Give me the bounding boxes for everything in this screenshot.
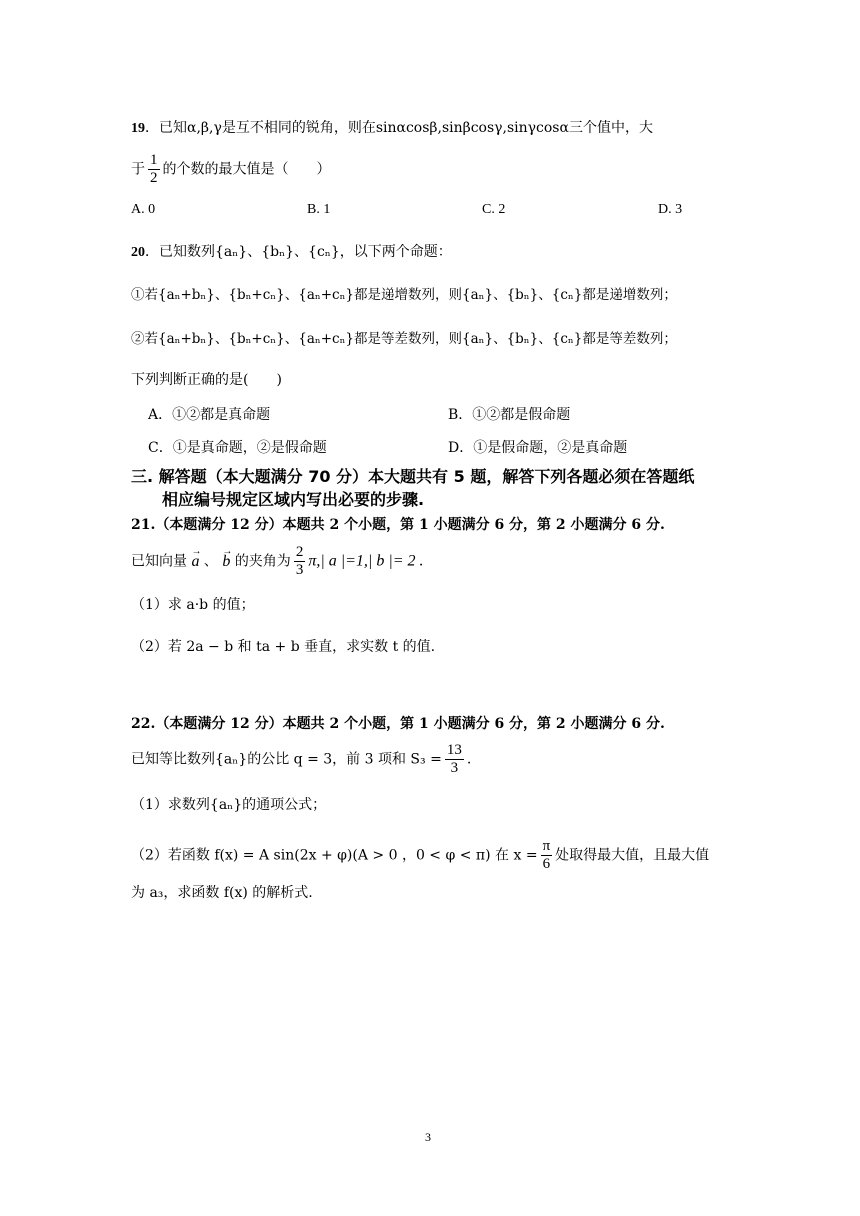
q19-option-d: D. 3 — [658, 202, 683, 217]
q21-stem: 已知向量 → a 、 → b 的夹角为 $\frac{2}{3}$ π,| a |=1,| b |= 2 . — [131, 544, 424, 579]
q20-option-c: C．①是真命题，②是假命题 — [148, 440, 327, 456]
q22-part2-pre: （2）若函数 f(x) = A sin(2x + φ)(A > 0 ，0 < φ < π) 在 x = — [131, 847, 538, 864]
q19-stem-line1: ．已知α,β,γ是互不相同的锐角，则在sinαcosβ,sinβcosγ,sinγcosα三个值中，大 — [145, 120, 653, 136]
q19-line2-pre: 于 — [131, 161, 145, 178]
q21-stem-post: π,| a |=1,| b |= 2 . — [308, 552, 424, 570]
q21-frac-num: 2 — [295, 544, 304, 560]
q20-option-d: D．①是假命题，②是真命题 — [448, 440, 628, 456]
q22-part2-post: 处取得最大值，且最大值 — [555, 847, 710, 864]
q20-stem: ．已知数列{aₙ}、{bₙ}、{cₙ}，以下两个命题： — [145, 244, 452, 260]
q19-option-c: C. 2 — [482, 202, 506, 217]
section3-heading-line1: 三. 解答题（本大题满分 70 分）本大题共有 5 题，解答下列各题必须在答题纸 — [131, 467, 695, 486]
q21-stem-pre: 已知向量 — [131, 553, 187, 570]
q20-prop2: ②若{aₙ+bₙ}、{bₙ+cₙ}、{aₙ+cₙ}都是等差数列，则{aₙ}、{bₙ}、{cₙ}都是等差数列； — [131, 331, 677, 347]
q19-fraction — [148, 152, 160, 187]
q21-fraction — [294, 544, 306, 579]
q19-frac-den: 2 — [150, 170, 158, 186]
q22-header: 22.（本题满分 12 分）本题共 2 个小题，第 1 小题满分 6 分，第 2 小题满分 6 分. — [131, 716, 665, 732]
q22-part2-line1 — [131, 838, 709, 873]
q19-frac-num: 1 — [150, 152, 158, 168]
q21-frac-den: 3 — [295, 562, 304, 578]
q22-fraction — [445, 742, 464, 777]
q21-part2: （2）若 2a − b 和 ta + b 垂直，求实数 t 的值. — [131, 639, 436, 655]
q20-option-a: A．①②都是真命题 — [148, 407, 271, 423]
q20-option-b: B．①②都是假命题 — [448, 407, 571, 423]
q22-frac-num: 13 — [446, 742, 462, 758]
q22-frac-den: 3 — [450, 760, 459, 776]
q22-stem-text: 已知等比数列{aₙ}的公比 q = 3，前 3 项和 S₃ = — [131, 751, 442, 768]
q19-line2 — [131, 152, 331, 187]
q20-line1 — [131, 242, 452, 263]
q21-part1: （1）求 a·b 的值； — [131, 597, 255, 613]
q21-header: 21.（本题满分 12 分）本题共 2 个小题，第 1 小题满分 6 分，第 2 小题满分 6 分. — [131, 517, 665, 533]
q19-option-a: A. 0 — [131, 202, 156, 217]
q20-number: 20 — [131, 245, 145, 260]
page-number: 3 — [425, 1130, 431, 1144]
q22-part2-frac-num: π — [542, 838, 551, 854]
section3-heading-line2: 相应编号规定区域内写出必要的步骤. — [162, 490, 425, 509]
vector-b: → b — [222, 552, 230, 572]
q22-part2-line2: 为 a₃，求函数 f(x) 的解析式. — [131, 885, 313, 901]
q22-part1: （1）求数列{aₙ}的通项公式； — [131, 797, 327, 813]
q21-stem-mid: 的夹角为 — [234, 553, 291, 570]
q19-line1 — [131, 118, 653, 139]
q19-number: 19 — [131, 121, 145, 136]
q19-option-b: B. 1 — [307, 202, 331, 217]
q22-part2-frac-den: 6 — [542, 856, 551, 872]
q19-line2-post: 的个数的最大值是（ ） — [162, 161, 331, 178]
q20-ask: 下列判断正确的是( ) — [131, 372, 282, 388]
vector-a: → a — [191, 552, 199, 572]
q20-prop1: ①若{aₙ+bₙ}、{bₙ+cₙ}、{aₙ+cₙ}都是递增数列，则{aₙ}、{bₙ}、{cₙ}都是递增数列； — [131, 287, 677, 303]
q22-stem: 已知等比数列{aₙ}的公比 q = 3，前 3 项和 S₃ = $\frac{13}{3}$ . — [131, 742, 472, 776]
q22-part2-fraction — [541, 838, 553, 873]
